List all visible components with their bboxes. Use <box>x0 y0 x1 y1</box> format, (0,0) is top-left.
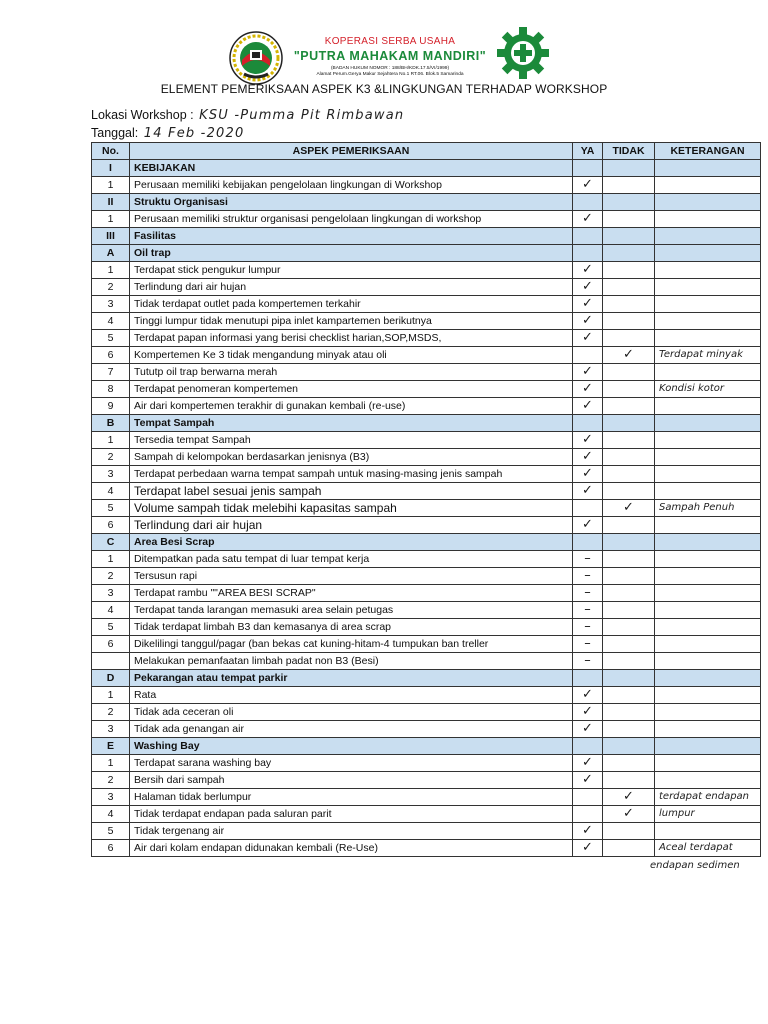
ya-mark <box>573 670 603 687</box>
table-row <box>92 330 761 347</box>
ya-mark: – <box>573 619 603 636</box>
aspect-text: Tersusun rapi <box>130 568 573 585</box>
ya-mark: ✓ <box>573 755 603 772</box>
aspect-text: Area Besi Scrap <box>130 534 573 551</box>
keterangan-note <box>655 687 761 704</box>
row-number: 1 <box>92 177 130 194</box>
ya-mark <box>573 228 603 245</box>
aspect-text: Tidak ada ceceran oli <box>130 704 573 721</box>
table-row <box>92 483 761 500</box>
table-row <box>92 449 761 466</box>
ya-mark: ✓ <box>573 398 603 415</box>
aspect-text: Perusaan memiliki kebijakan pengelolaan lingkungan di Workshop <box>130 177 573 194</box>
tidak-mark <box>603 568 655 585</box>
location-value: KSU -Pumma Pit Rimbawan <box>199 108 405 123</box>
keterangan-note <box>655 228 761 245</box>
tidak-mark: ✓ <box>603 500 655 517</box>
table-row <box>92 466 761 483</box>
ya-mark: ✓ <box>573 687 603 704</box>
tidak-mark <box>603 721 655 738</box>
ya-mark: ✓ <box>573 840 603 857</box>
tidak-mark <box>603 177 655 194</box>
aspect-text: Struktu Organisasi <box>130 194 573 211</box>
ya-mark: ✓ <box>573 517 603 534</box>
keterangan-note: Terdapat minyak <box>655 347 761 364</box>
table-body <box>92 160 761 857</box>
table-row <box>92 398 761 415</box>
legal-number: (BADAN HUKUM NOMOR : 188/BH/KDK.17.5/VI/1999) <box>330 66 450 71</box>
aspect-text: Tidak terdapat outlet pada kompertemen terkahir <box>130 296 573 313</box>
tidak-mark <box>603 704 655 721</box>
section-row <box>92 194 761 211</box>
ya-mark: ✓ <box>573 721 603 738</box>
col-header-aspect: ASPEK PEMERIKSAAN <box>130 143 573 160</box>
date-value: 14 Feb -2020 <box>143 126 245 141</box>
table-row <box>92 500 761 517</box>
cooperative-logo-icon <box>228 30 284 86</box>
keterangan-note <box>655 211 761 228</box>
aspect-text: Pekarangan atau tempat parkir <box>130 670 573 687</box>
section-row <box>92 228 761 245</box>
tidak-mark <box>603 262 655 279</box>
keterangan-note <box>655 755 761 772</box>
row-number: A <box>92 245 130 262</box>
keterangan-note: Aceal terdapat <box>655 840 761 857</box>
tidak-mark <box>603 330 655 347</box>
tidak-mark <box>603 636 655 653</box>
aspect-text: Tidak terdapat limbah B3 dan kemasanya di area scrap <box>130 619 573 636</box>
table-row <box>92 602 761 619</box>
ya-mark <box>573 534 603 551</box>
aspect-text: Ditempatkan pada satu tempat di luar tempat kerja <box>130 551 573 568</box>
keterangan-note <box>655 330 761 347</box>
table-row <box>92 619 761 636</box>
aspect-text: Rata <box>130 687 573 704</box>
section-row <box>92 160 761 177</box>
aspect-text: Bersih dari sampah <box>130 772 573 789</box>
keterangan-note <box>655 823 761 840</box>
keterangan-note <box>655 483 761 500</box>
org-type: KOPERASI SERBA USAHA <box>324 36 456 47</box>
ya-mark <box>573 194 603 211</box>
table-row <box>92 755 761 772</box>
ya-mark: ✓ <box>573 364 603 381</box>
keterangan-note <box>655 636 761 653</box>
row-number: 1 <box>92 432 130 449</box>
section-row <box>92 670 761 687</box>
aspect-text: Terdapat penomeran kompertemen <box>130 381 573 398</box>
ya-mark: ✓ <box>573 381 603 398</box>
row-number: 4 <box>92 806 130 823</box>
tidak-mark <box>603 313 655 330</box>
keterangan-note: terdapat endapan <box>655 789 761 806</box>
tidak-mark <box>603 653 655 670</box>
row-number <box>92 653 130 670</box>
keterangan-note: Kondisi kotor <box>655 381 761 398</box>
ya-mark: ✓ <box>573 823 603 840</box>
table-row <box>92 704 761 721</box>
keterangan-note: Sampah Penuh <box>655 500 761 517</box>
tidak-mark <box>603 211 655 228</box>
ya-mark <box>573 160 603 177</box>
aspect-text: Terdapat sarana washing bay <box>130 755 573 772</box>
aspect-text: Tersedia tempat Sampah <box>130 432 573 449</box>
aspect-text: Terdapat perbedaan warna tempat sampah untuk masing-masing jenis sampah <box>130 466 573 483</box>
row-number: 5 <box>92 619 130 636</box>
tidak-mark <box>603 619 655 636</box>
org-name: "PUTRA MAHAKAM MANDIRI" <box>293 49 487 63</box>
org-block <box>290 36 490 77</box>
table-row <box>92 381 761 398</box>
tidak-mark <box>603 228 655 245</box>
location-line <box>91 108 404 123</box>
aspect-text: Dikelilingi tanggul/pagar (ban bekas cat kuning-hitam-4 tumpukan ban treller <box>130 636 573 653</box>
inspection-table <box>91 142 761 857</box>
keterangan-note <box>655 738 761 755</box>
ya-mark <box>573 245 603 262</box>
ya-mark <box>573 415 603 432</box>
keterangan-note <box>655 279 761 296</box>
date-label: Tanggal: <box>91 126 139 140</box>
col-header-tidak: TIDAK <box>603 143 655 160</box>
location-label: Lokasi Workshop : <box>91 108 194 122</box>
aspect-text: KEBIJAKAN <box>130 160 573 177</box>
keterangan-note <box>655 704 761 721</box>
keterangan-note <box>655 534 761 551</box>
tidak-mark <box>603 364 655 381</box>
row-number: 5 <box>92 500 130 517</box>
ya-mark: – <box>573 568 603 585</box>
row-number: 4 <box>92 483 130 500</box>
table-header-row <box>92 143 761 160</box>
ya-mark: ✓ <box>573 432 603 449</box>
row-number: II <box>92 194 130 211</box>
row-number: 6 <box>92 347 130 364</box>
table-row <box>92 840 761 857</box>
aspect-text: Fasilitas <box>130 228 573 245</box>
tidak-mark <box>603 687 655 704</box>
row-number: 1 <box>92 262 130 279</box>
ya-mark: ✓ <box>573 177 603 194</box>
table-row <box>92 211 761 228</box>
ya-mark: ✓ <box>573 449 603 466</box>
keterangan-note <box>655 517 761 534</box>
aspect-text: Air dari kompertemen terakhir di gunakan kembali (re-use) <box>130 398 573 415</box>
aspect-text: Perusaan memiliki struktur organisasi pengelolaan lingkungan di workshop <box>130 211 573 228</box>
ya-mark: – <box>573 636 603 653</box>
ya-mark: ✓ <box>573 211 603 228</box>
aspect-text: Oil trap <box>130 245 573 262</box>
row-number: D <box>92 670 130 687</box>
tidak-mark <box>603 449 655 466</box>
aspect-text: Terdapat stick pengukur lumpur <box>130 262 573 279</box>
keterangan-note <box>655 619 761 636</box>
row-number: 6 <box>92 636 130 653</box>
ya-mark: ✓ <box>573 466 603 483</box>
aspect-text: Terdapat rambu ""AREA BESI SCRAP" <box>130 585 573 602</box>
section-row <box>92 415 761 432</box>
tidak-mark <box>603 381 655 398</box>
table-row <box>92 517 761 534</box>
tidak-mark <box>603 534 655 551</box>
section-row <box>92 738 761 755</box>
tidak-mark <box>603 823 655 840</box>
aspect-text: Tidak ada genangan air <box>130 721 573 738</box>
tidak-mark <box>603 483 655 500</box>
aspect-text: Volume sampah tidak melebihi kapasitas sampah <box>130 500 573 517</box>
aspect-text: Kompertemen Ke 3 tidak mengandung minyak atau oli <box>130 347 573 364</box>
aspect-text: Tidak terdapat endapan pada saluran parit <box>130 806 573 823</box>
keterangan-note <box>655 449 761 466</box>
row-number: 4 <box>92 313 130 330</box>
row-number: 3 <box>92 585 130 602</box>
row-number: 2 <box>92 704 130 721</box>
ya-mark: – <box>573 585 603 602</box>
keterangan-note <box>655 364 761 381</box>
row-number: 5 <box>92 823 130 840</box>
ya-mark: – <box>573 602 603 619</box>
keterangan-note <box>655 194 761 211</box>
tidak-mark <box>603 585 655 602</box>
row-number: 8 <box>92 381 130 398</box>
row-number: 1 <box>92 551 130 568</box>
document-title: ELEMENT PEMERIKSAAN ASPEK K3 &LINGKUNGAN TERHADAP WORKSHOP <box>160 82 608 96</box>
row-number: 3 <box>92 721 130 738</box>
ya-mark <box>573 789 603 806</box>
aspect-text: Sampah di kelompokan berdasarkan jenisnya (B3) <box>130 449 573 466</box>
row-number: I <box>92 160 130 177</box>
keterangan-note <box>655 466 761 483</box>
tidak-mark <box>603 160 655 177</box>
keterangan-note <box>655 772 761 789</box>
keterangan-note <box>655 568 761 585</box>
table-row <box>92 551 761 568</box>
ya-mark: ✓ <box>573 279 603 296</box>
table-row <box>92 568 761 585</box>
ya-mark: ✓ <box>573 772 603 789</box>
row-number: 1 <box>92 211 130 228</box>
ya-mark: ✓ <box>573 296 603 313</box>
aspect-text: Tinggi lumpur tidak menutupi pipa inlet kampartemen berikutnya <box>130 313 573 330</box>
keterangan-note: lumpur <box>655 806 761 823</box>
aspect-text: Tidak tergenang air <box>130 823 573 840</box>
row-number: B <box>92 415 130 432</box>
row-number: 2 <box>92 568 130 585</box>
tidak-mark <box>603 194 655 211</box>
row-number: 3 <box>92 296 130 313</box>
ya-mark <box>573 738 603 755</box>
tidak-mark <box>603 279 655 296</box>
tidak-mark <box>603 432 655 449</box>
table-row <box>92 364 761 381</box>
keterangan-note <box>655 670 761 687</box>
tidak-mark <box>603 670 655 687</box>
tidak-mark <box>603 415 655 432</box>
table-row <box>92 636 761 653</box>
row-number: C <box>92 534 130 551</box>
keterangan-note <box>655 653 761 670</box>
table-row <box>92 296 761 313</box>
row-number: 7 <box>92 364 130 381</box>
aspect-text: Terdapat tanda larangan memasuki area selain petugas <box>130 602 573 619</box>
row-number: E <box>92 738 130 755</box>
row-number: 5 <box>92 330 130 347</box>
keterangan-note <box>655 398 761 415</box>
aspect-text: Air dari kolam endapan didunakan kembali (Re-Use) <box>130 840 573 857</box>
keterangan-note <box>655 296 761 313</box>
keterangan-note <box>655 432 761 449</box>
keterangan-note <box>655 262 761 279</box>
row-number: 6 <box>92 840 130 857</box>
k3-safety-gear-icon <box>494 24 552 82</box>
section-row <box>92 534 761 551</box>
tidak-mark <box>603 466 655 483</box>
keterangan-overflow-note: endapan sedimen <box>650 860 740 871</box>
ya-mark <box>573 500 603 517</box>
table-row <box>92 177 761 194</box>
ya-mark: ✓ <box>573 704 603 721</box>
keterangan-note <box>655 721 761 738</box>
table-row <box>92 347 761 364</box>
ya-mark <box>573 347 603 364</box>
ya-mark: ✓ <box>573 262 603 279</box>
ya-mark: ✓ <box>573 483 603 500</box>
tidak-mark: ✓ <box>603 806 655 823</box>
row-number: III <box>92 228 130 245</box>
aspect-text: Terlindung dari air hujan <box>130 279 573 296</box>
table-row <box>92 653 761 670</box>
tidak-mark <box>603 602 655 619</box>
aspect-text: Tututp oil trap berwarna merah <box>130 364 573 381</box>
col-header-keterangan: KETERANGAN <box>655 143 761 160</box>
keterangan-note <box>655 551 761 568</box>
tidak-mark <box>603 551 655 568</box>
table-row <box>92 806 761 823</box>
aspect-text: Halaman tidak berlumpur <box>130 789 573 806</box>
ya-mark: ✓ <box>573 313 603 330</box>
table-row <box>92 772 761 789</box>
table-row <box>92 432 761 449</box>
tidak-mark: ✓ <box>603 789 655 806</box>
row-number: 1 <box>92 687 130 704</box>
aspect-text: Terdapat papan informasi yang berisi checklist harian,SOP,MSDS, <box>130 330 573 347</box>
tidak-mark <box>603 840 655 857</box>
table-row <box>92 823 761 840</box>
row-number: 2 <box>92 449 130 466</box>
org-address: Alamat Perum.Gerya Makur Sejahtera No.1 RT.06. Blok.5 Samarinda <box>316 72 464 77</box>
row-number: 9 <box>92 398 130 415</box>
table-row <box>92 687 761 704</box>
aspect-text: Terlindung dari air hujan <box>130 517 573 534</box>
ya-mark: – <box>573 551 603 568</box>
tidak-mark <box>603 772 655 789</box>
row-number: 2 <box>92 772 130 789</box>
aspect-text: Tempat Sampah <box>130 415 573 432</box>
row-number: 2 <box>92 279 130 296</box>
row-number: 6 <box>92 517 130 534</box>
row-number: 3 <box>92 789 130 806</box>
tidak-mark <box>603 738 655 755</box>
table-row <box>92 585 761 602</box>
tidak-mark <box>603 755 655 772</box>
tidak-mark <box>603 517 655 534</box>
keterangan-note <box>655 415 761 432</box>
tidak-mark <box>603 398 655 415</box>
tidak-mark <box>603 296 655 313</box>
row-number: 3 <box>92 466 130 483</box>
keterangan-note <box>655 585 761 602</box>
row-number: 4 <box>92 602 130 619</box>
date-line <box>91 126 244 141</box>
ya-mark: – <box>573 653 603 670</box>
row-number: 1 <box>92 755 130 772</box>
tidak-mark: ✓ <box>603 347 655 364</box>
keterangan-note <box>655 602 761 619</box>
table-row <box>92 262 761 279</box>
aspect-text: Melakukan pemanfaatan limbah padat non B3 (Besi) <box>130 653 573 670</box>
tidak-mark <box>603 245 655 262</box>
aspect-text: Terdapat label sesuai jenis sampah <box>130 483 573 500</box>
table-row <box>92 789 761 806</box>
ya-mark <box>573 806 603 823</box>
col-header-no: No. <box>92 143 130 160</box>
col-header-ya: YA <box>573 143 603 160</box>
keterangan-note <box>655 177 761 194</box>
table-row <box>92 721 761 738</box>
ya-mark: ✓ <box>573 330 603 347</box>
keterangan-note <box>655 160 761 177</box>
keterangan-note <box>655 245 761 262</box>
section-row <box>92 245 761 262</box>
keterangan-note <box>655 313 761 330</box>
aspect-text: Washing Bay <box>130 738 573 755</box>
table-row <box>92 313 761 330</box>
table-row <box>92 279 761 296</box>
